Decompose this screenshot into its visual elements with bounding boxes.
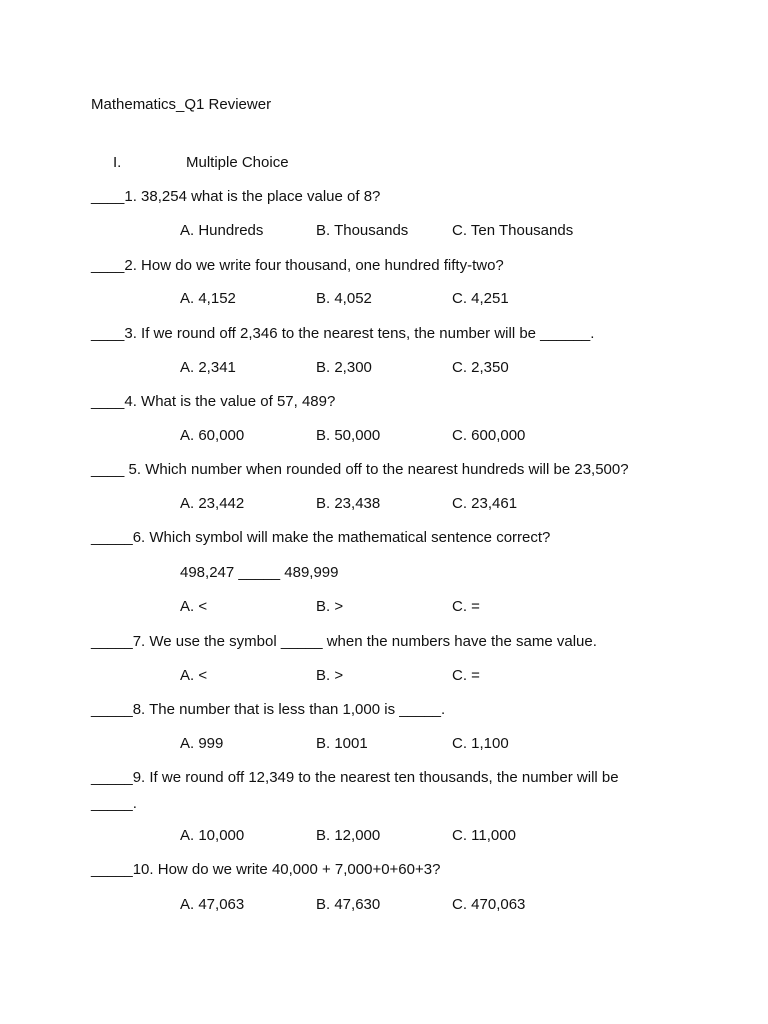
question-7: _____7. We use the symbol _____ when the numbers have the same value. [91, 633, 597, 650]
choice-9c: C. 11,000 [452, 827, 516, 844]
choice-4a: A. 60,000 [180, 427, 245, 444]
question-4: ____4. What is the value of 57, 489? [91, 393, 336, 410]
question-8: _____8. The number that is less than 1,000 is _____. [91, 701, 446, 718]
choice-9a: A. 10,000 [180, 827, 245, 844]
choice-8b: B. 1001 [316, 735, 368, 752]
choice-3a: A. 2,341 [180, 359, 236, 376]
choice-2a: A. 4,152 [180, 290, 236, 307]
choice-10a: A. 47,063 [180, 896, 245, 913]
choice-8a: A. 999 [180, 735, 224, 752]
question-5: ____ 5. Which number when rounded off to the nearest hundreds will be 23,500? [91, 461, 629, 478]
choice-3c: C. 2,350 [452, 359, 509, 376]
question-9: _____9. If we round off 12,349 to the nearest ten thousands, the number will be [91, 769, 619, 786]
choice-1c: C. Ten Thousands [452, 222, 574, 239]
document-title: Mathematics_Q1 Reviewer [91, 96, 272, 113]
question-10: _____10. How do we write 40,000 + 7,000+0+60+3? [91, 861, 441, 878]
section-title: Multiple Choice [186, 154, 289, 171]
choice-7c: C. = [452, 667, 480, 684]
choice-2c: C. 4,251 [452, 290, 509, 307]
choice-3b: B. 2,300 [316, 359, 372, 376]
question-9-continuation: _____. [91, 795, 137, 812]
choice-2b: B. 4,052 [316, 290, 372, 307]
question-1: ____1. 38,254 what is the place value of 8? [91, 188, 381, 205]
choice-9b: B. 12,000 [316, 827, 381, 844]
choice-1b: B. Thousands [316, 222, 409, 239]
choice-4b: B. 50,000 [316, 427, 381, 444]
section-numeral: I. [113, 154, 122, 171]
choice-7a: A. < [180, 667, 208, 684]
choice-1a: A. Hundreds [180, 222, 264, 239]
choice-10b: B. 47,630 [316, 896, 381, 913]
choice-10c: C. 470,063 [452, 896, 526, 913]
question-6-expression: 498,247 _____ 489,999 [180, 564, 339, 581]
choice-6b: B. > [316, 598, 344, 615]
choice-6c: C. = [452, 598, 480, 615]
choice-7b: B. > [316, 667, 344, 684]
question-6: _____6. Which symbol will make the mathematical sentence correct? [91, 529, 551, 546]
choice-6a: A. < [180, 598, 208, 615]
choice-5a: A. 23,442 [180, 495, 245, 512]
question-2: ____2. How do we write four thousand, one hundred fifty-two? [91, 257, 504, 274]
choice-8c: C. 1,100 [452, 735, 509, 752]
question-3: ____3. If we round off 2,346 to the nearest tens, the number will be ______. [91, 325, 595, 342]
choice-5b: B. 23,438 [316, 495, 381, 512]
choice-5c: C. 23,461 [452, 495, 518, 512]
choice-4c: C. 600,000 [452, 427, 526, 444]
